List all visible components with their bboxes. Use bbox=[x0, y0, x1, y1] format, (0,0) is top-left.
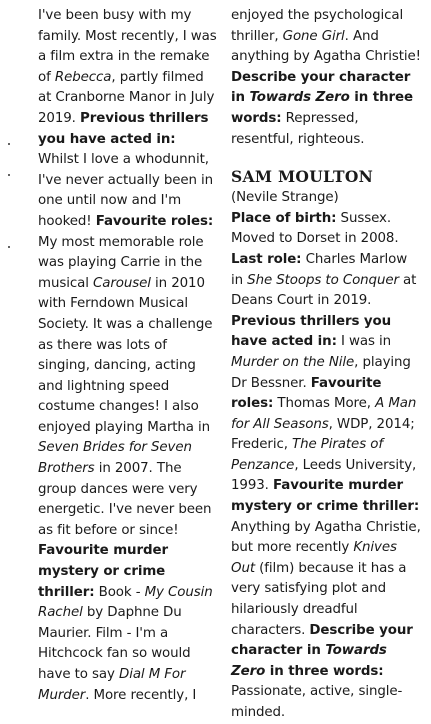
label-text: Describe your character in bbox=[231, 622, 413, 659]
body-text: Book - bbox=[94, 584, 145, 600]
margin-dot bbox=[8, 174, 10, 176]
italic-text: Murder on the Nile bbox=[231, 354, 355, 370]
body-text: My most memorable role was playing Carrie in the musical bbox=[38, 234, 204, 291]
profile-role: (Nevile Strange) bbox=[231, 190, 339, 206]
italic-text: The Pirates of Penzance bbox=[231, 437, 383, 473]
left-column-paragraph bbox=[38, 6, 220, 706]
body-text: enjoyed the psychological thriller, bbox=[231, 8, 404, 44]
body-text: Passionate, active, single-minded. bbox=[231, 684, 403, 720]
body-text: . More recently, I bbox=[85, 687, 197, 703]
body-text: at Deans Court in 2019. bbox=[231, 272, 417, 309]
body-text: Thomas More, bbox=[273, 396, 376, 412]
body-text: Repressed, resentful, righteous. bbox=[231, 110, 365, 147]
body-text: in 2007. The group dances were very energetic. I've never been as fit before or since! bbox=[38, 461, 212, 538]
label-text: Favourite roles: bbox=[95, 213, 214, 229]
label-text: Favourite murder mystery or crime thriller: bbox=[38, 543, 168, 600]
body-text: Whilst I love a whodunnit, I've never actually been in one until now and I'm hooked! bbox=[38, 152, 214, 229]
label-text: Place of birth: bbox=[231, 210, 337, 226]
left-column bbox=[38, 6, 220, 706]
italic-text: Dial M For Murder bbox=[38, 667, 186, 703]
profile-name-heading: SAM MOULTON bbox=[231, 167, 374, 187]
body-text: , WDP, 2014; Frederic, bbox=[231, 416, 415, 453]
label-text: Describe your character in bbox=[231, 69, 411, 106]
body-text: by Daphne Du Maurier. Film - I'm a Hitchcock fan so would have to say bbox=[38, 605, 191, 682]
label-text: Favourite roles: bbox=[231, 375, 382, 412]
body-text: , Leeds University, 1993. bbox=[231, 457, 417, 494]
label-text: Favourite murder mystery or crime thriller: bbox=[231, 478, 420, 515]
label-text: in three words: bbox=[231, 90, 413, 126]
profile-details-paragraph bbox=[231, 209, 423, 724]
italic-text: Carousel bbox=[92, 275, 151, 291]
body-text: (film) because it has a very satisfying plot and hilariously dreadful characters. bbox=[231, 560, 407, 638]
label-text: in three words: bbox=[265, 663, 384, 679]
right-column bbox=[231, 6, 423, 724]
italic-text: Rebecca bbox=[54, 69, 112, 85]
italic-text: She Stoops to Conquer bbox=[247, 272, 399, 288]
label-text: Previous thrillers you have acted in: bbox=[38, 110, 209, 147]
body-text: Anything by Agatha Christie, but more recently bbox=[231, 519, 421, 556]
body-text: I was in bbox=[336, 334, 391, 350]
italic-text: A Man for All Seasons bbox=[231, 396, 417, 432]
italic-text: Seven Brides for Seven Brothers bbox=[38, 440, 192, 477]
body-text: . And anything by Agatha Christie! bbox=[231, 28, 421, 65]
body-text: , playing Dr Bessner. bbox=[231, 354, 411, 391]
label-text: Previous thrillers you have acted in: bbox=[231, 313, 392, 350]
body-text: Charles Marlow in bbox=[231, 251, 408, 288]
label-italic-text: Towards Zero bbox=[231, 643, 387, 679]
italic-text: Gone Girl bbox=[282, 28, 345, 44]
margin-dot bbox=[8, 246, 10, 248]
italic-text: Knives Out bbox=[231, 540, 397, 576]
body-text: in 2010 with Ferndown Musical Society. It was a challenge as there was lots of singing, dancing, acting and lightning speed costume changes! I also enjoyed playing Martha in bbox=[38, 275, 213, 435]
italic-text: My Cousin Rachel bbox=[38, 584, 213, 621]
label-italic-text: Towards Zero bbox=[249, 90, 350, 106]
body-text: I've been busy with my family. Most recently, I was a film extra in the remake of bbox=[38, 8, 217, 85]
body-text: , partly filmed at Cranborne Manor in July 2019. bbox=[38, 69, 215, 126]
right-column-intro-paragraph bbox=[231, 6, 423, 150]
body-text: Sussex. Moved to Dorset in 2008. bbox=[231, 210, 399, 247]
margin-dot bbox=[8, 143, 10, 145]
label-text: Last role: bbox=[231, 251, 302, 267]
